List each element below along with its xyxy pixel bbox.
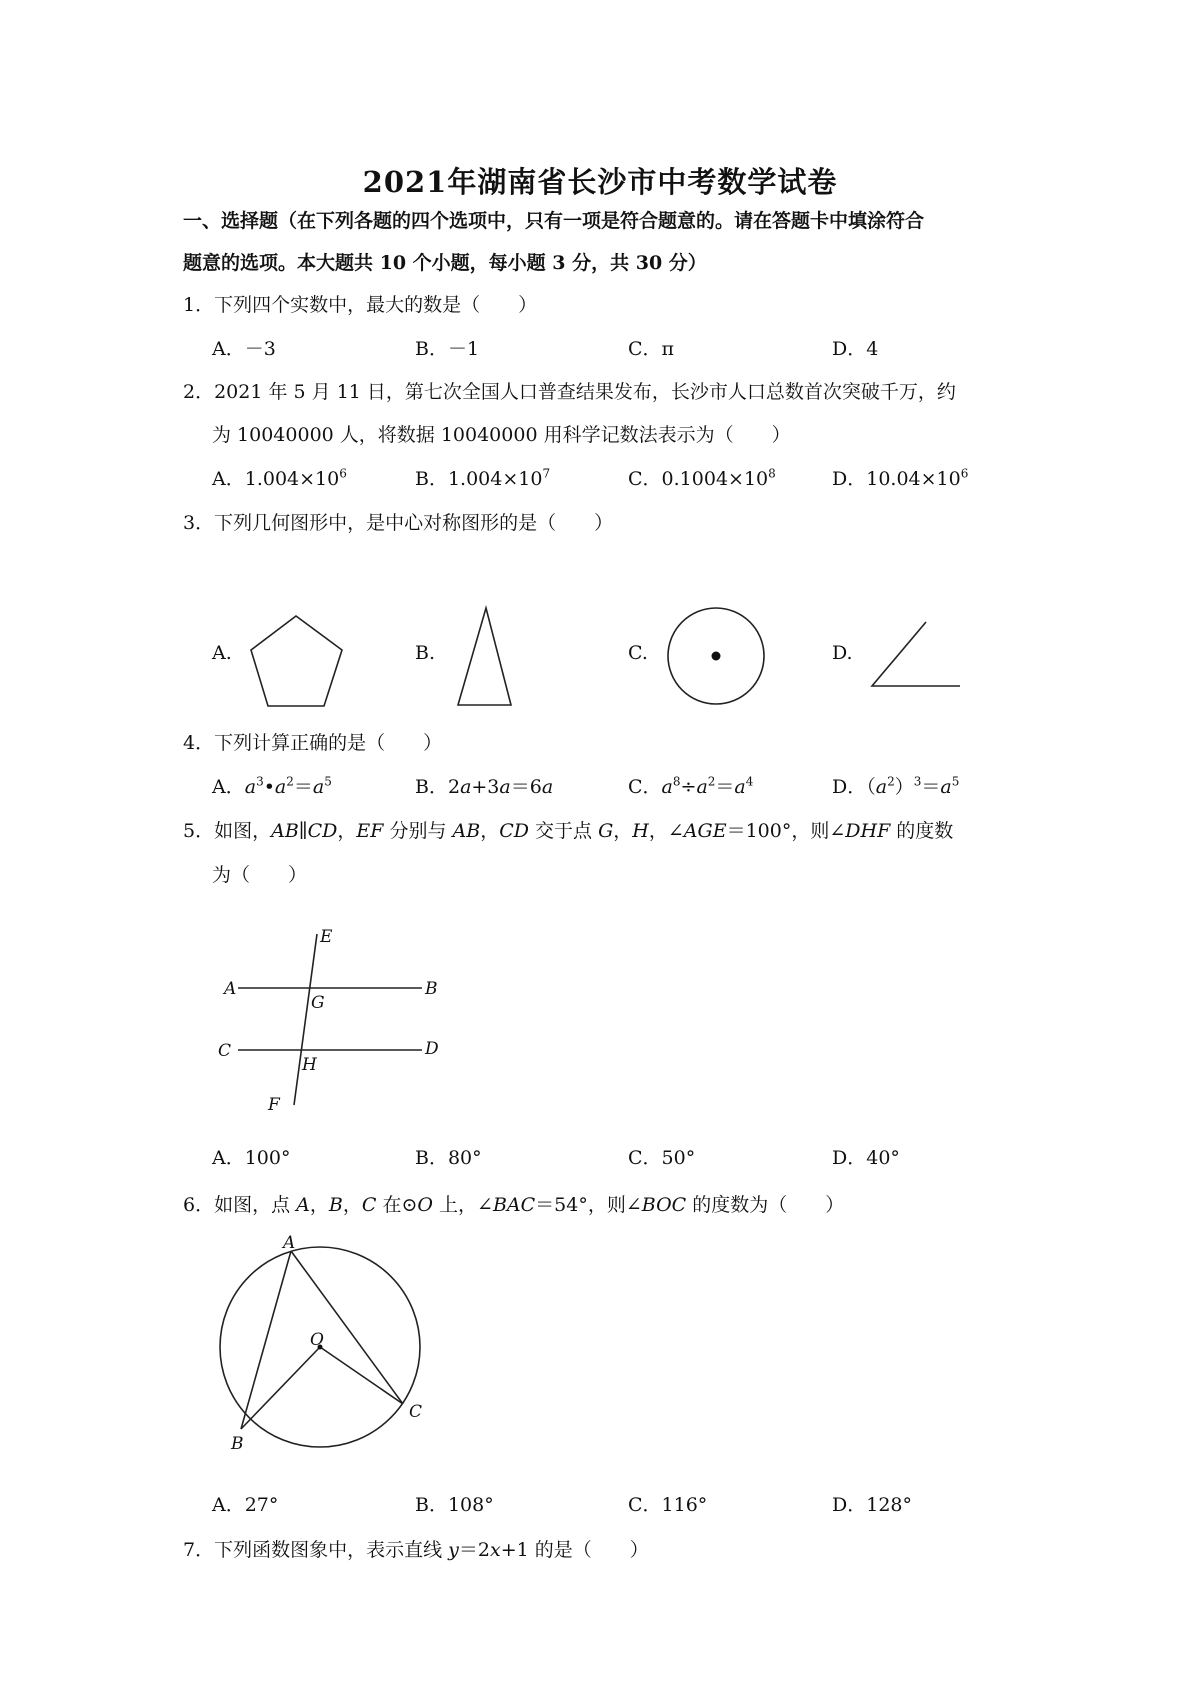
question-7-stem: 7．下列函数图象中，表示直线 y＝2x+1 的是（ ） [183,1539,649,1561]
q1-option-c: C．π [628,338,675,360]
question-4-stem: 4．下列计算正确的是（ ） [183,732,443,754]
segment-oc [320,1347,403,1404]
question-6-stem: 6．如图，点 A，B，C 在⊙O 上，∠BAC＝54°，则∠BOC 的度数为（ ） [183,1194,845,1216]
q2-option-b: B．$1.004\times 10^7$ [415,466,551,490]
isosceles-triangle-icon [455,605,515,710]
label-c: C [409,1402,423,1422]
q4-option-b: B．2a+3a＝6a [415,776,554,798]
label-o: O [310,1330,324,1350]
segment-ac [291,1251,403,1404]
q6-option-c: C．116° [628,1494,708,1516]
line-ef [294,934,317,1105]
parallel-lines-figure [210,920,460,1120]
q5-option-b: B．80° [415,1147,482,1169]
q5-option-d: D．40° [832,1147,900,1169]
angle-icon [868,618,968,690]
q2-option-d: D．$10.04\times 10^6$ [832,466,969,490]
label-e: E [320,927,333,947]
q3-option-c-label: C. [628,642,648,664]
pentagon-icon [248,612,348,710]
q3-option-a-label: A. [212,642,232,664]
label-g: G [311,993,325,1013]
page-title: 2021年湖南省长沙市中考数学试卷 [362,165,838,199]
q1-option-b: B．－1 [415,338,480,360]
q2-option-a: A．$1.004\times 10^6$ [212,466,347,490]
q5-option-c: C．50° [628,1147,696,1169]
q3-option-b-label: B. [415,642,436,664]
q6-option-a: A．27° [212,1494,279,1516]
question-2-stem-line2: 为 10040000 人，将数据 10040000 用科学记数法表示为（ ） [212,424,791,446]
q2-option-c: C．$0.1004\times 10^8$ [628,466,776,490]
question-3-stem: 3．下列几何图形中，是中心对称图形的是（ ） [183,512,614,534]
q5-option-a: A．100° [212,1147,291,1169]
label-b: B [425,979,438,999]
q6-option-b: B．108° [415,1494,494,1516]
label-a: A [224,979,237,999]
label-b: B [231,1434,244,1454]
label-c: C [218,1041,232,1061]
label-h: H [302,1055,317,1075]
label-a: A [283,1233,296,1253]
question-5-stem-line1: 5．如图，AB∥CD，EF 分别与 AB，CD 交于点 G，H，∠AGE＝100°，则∠DHF 的度数 [183,820,954,842]
question-1-stem: 1．下列四个实数中，最大的数是（ ） [183,294,538,316]
q4-option-a: A．$a^3•a^2=a^5$ [212,774,332,798]
q6-option-d: D．128° [832,1494,912,1516]
label-d: D [425,1039,439,1059]
question-2-stem-line1: 2．2021 年 5 月 11 日，第七次全国人口普查结果发布，长沙市人口总数首次突破千万，约 [183,381,956,403]
question-5-stem-line2: 为（ ） [212,864,308,886]
circle-with-center-icon [665,605,767,707]
q4-option-c: C．$a^8\div a^2=a^4$ [628,774,754,798]
q4-option-d: D．$(a^2)^3=a^5$ [832,774,960,798]
q1-option-a: A．－3 [212,338,276,360]
q3-option-d-label: D. [832,642,853,664]
section-header-line2: 题意的选项。本大题共 10 个小题，每小题 3 分，共 30 分） [183,252,707,274]
label-f: F [268,1095,280,1115]
section-header-line1: 一、选择题（在下列各题的四个选项中，只有一项是符合题意的。请在答题卡中填涂符合 [183,210,925,232]
q1-option-d: D．4 [832,338,879,360]
circle-angle-figure [205,1230,445,1465]
